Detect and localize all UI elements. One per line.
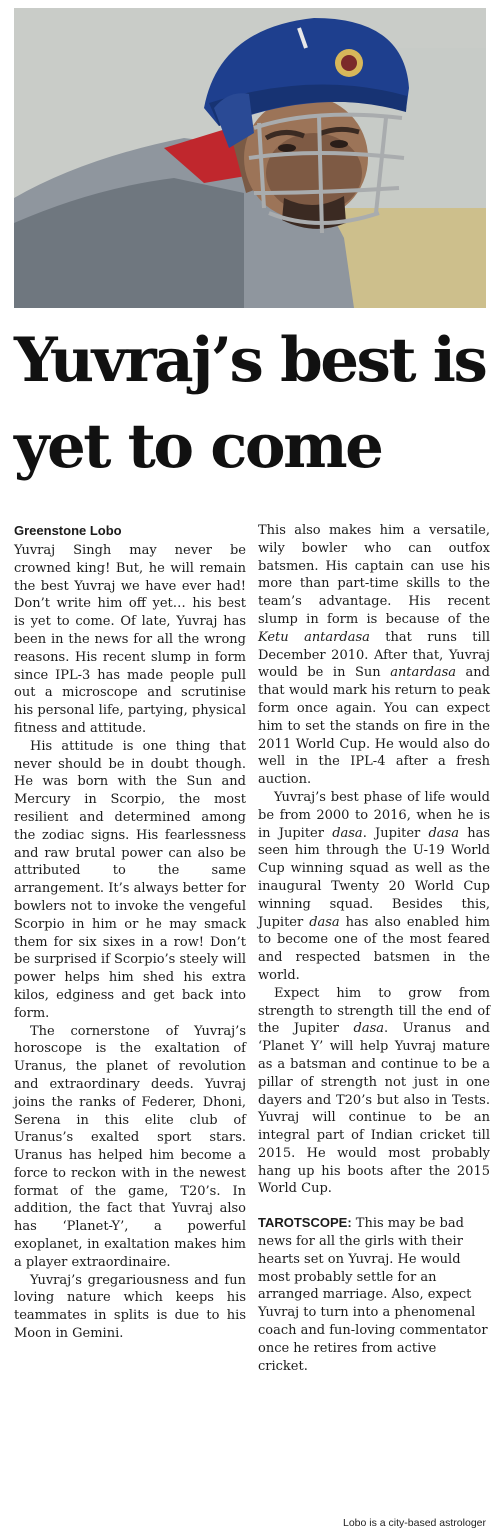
right-column — [258, 522, 490, 1375]
player-illustration — [14, 8, 486, 308]
paragraph: This also makes him a versatile, wily bowler who can outfox batsmen. His captain can use his more than part-time skills to the team’s advantage. His recent slump in form is because of the Ketu antardasa that runs till December 2010. After that, Yuvraj would be in Sun antardasa and that would mark his return to peak form once again. You can expect him to set the stands on fire in the 2011 World Cup. He would also do well in the IPL-4 after a fresh auction. — [258, 523, 491, 788]
left-column — [14, 522, 246, 1343]
paragraph: Yuvraj’s gregariousness and fun loving nature which keeps his teammates in splits is due to his Moon in Gemini. — [14, 1272, 246, 1342]
player-photo — [14, 8, 486, 308]
paragraph: The cornerstone of Yuvraj’s horoscope is the exaltation of Uranus, the planet of revolution and extraordinary deeds. Yuvraj joins the ranks of Federer, Dhoni, Serena in this elite club of Uranus’s exalted sport stars. Uranus has helped him become a force to reckon with in the newest format of the game, T20’s. In addition, the fact that Yuvraj also has ‘Planet-Y’, a powerful exoplanet, in exaltation makes him a player extraordinaire. — [14, 1023, 246, 1270]
headline — [14, 318, 486, 490]
emphasis: antardasa — [390, 665, 456, 681]
paragraph: Expect him to grow from strength to strength till the end of the Jupiter dasa. Uranus and ‘Planet Y’ will help Yuvraj mature as a batsman and continue to be a pillar of strength not just in one dayers and T20’s but also in Tests. Yuvraj will continue to be an integral part of Indian cricket till 2015. He would most probably hang up his boots after the 2015 World Cup. — [258, 985, 490, 1197]
headline-line-2: yet to come — [14, 411, 382, 482]
author-credit: Lobo is a city-based astrologer — [343, 1517, 486, 1529]
paragraph: Yuvraj’s best phase of life would be from 2000 to 2016, when he is in Jupiter dasa. Jupiter dasa has seen him through the U-19 World Cup winning squad as well as the inaugural Twenty 20 World Cup winning squad. Besides this, Jupiter dasa has also enabled him to become one of the most feared and respected batsmen in the world. — [258, 789, 490, 983]
tarotscope-paragraph: TAROTSCOPE: This may be bad news for all the girls with their hearts set on Yuvraj. He would most probably settle for an arranged marriage. Also, expect Yuvraj to turn into a phenomenal coach and fun-loving commentator once he retires from active cricket. — [258, 1215, 488, 1374]
tarotscope-label: TAROTSCOPE: — [258, 1215, 352, 1231]
emphasis: dasa — [353, 1021, 385, 1037]
emphasis: Ketu antardasa — [258, 629, 370, 645]
paragraph: His attitude is one thing that never should be in doubt though. He was born with the Sun and Mercury in Scorpio, the most resilient and determined among the zodiac signs. His fearlessness and raw brutal power can also be attributed to the same arrangement. It’s always better for bowlers not to invoke the vengeful Scorpio in him or he may smack them for six sixes in a row! Don’t be surprised if Scorpio’s steely will power helps him shed his extra kilos, edginess and get back into form. — [14, 738, 247, 1021]
headline-line-1: Yuvraj’s best is — [14, 325, 486, 396]
emphasis: dasa — [332, 825, 363, 841]
paragraph: Yuvraj Singh may never be crowned king! But, he will remain the best Yuvraj we have ever had! Don’t write him off yet… his best is yet to come. Of late, Yuvraj has been in the news for all the wrong reasons. His recent slump in form since IPL-3 has made people pull out a microscope and scrutinise his personal life, partying, physical fitness and attitude. — [14, 543, 246, 736]
emphasis: dasa — [428, 825, 459, 841]
byline: Greenstone Lobo — [14, 523, 122, 538]
emphasis: dasa — [309, 914, 340, 930]
